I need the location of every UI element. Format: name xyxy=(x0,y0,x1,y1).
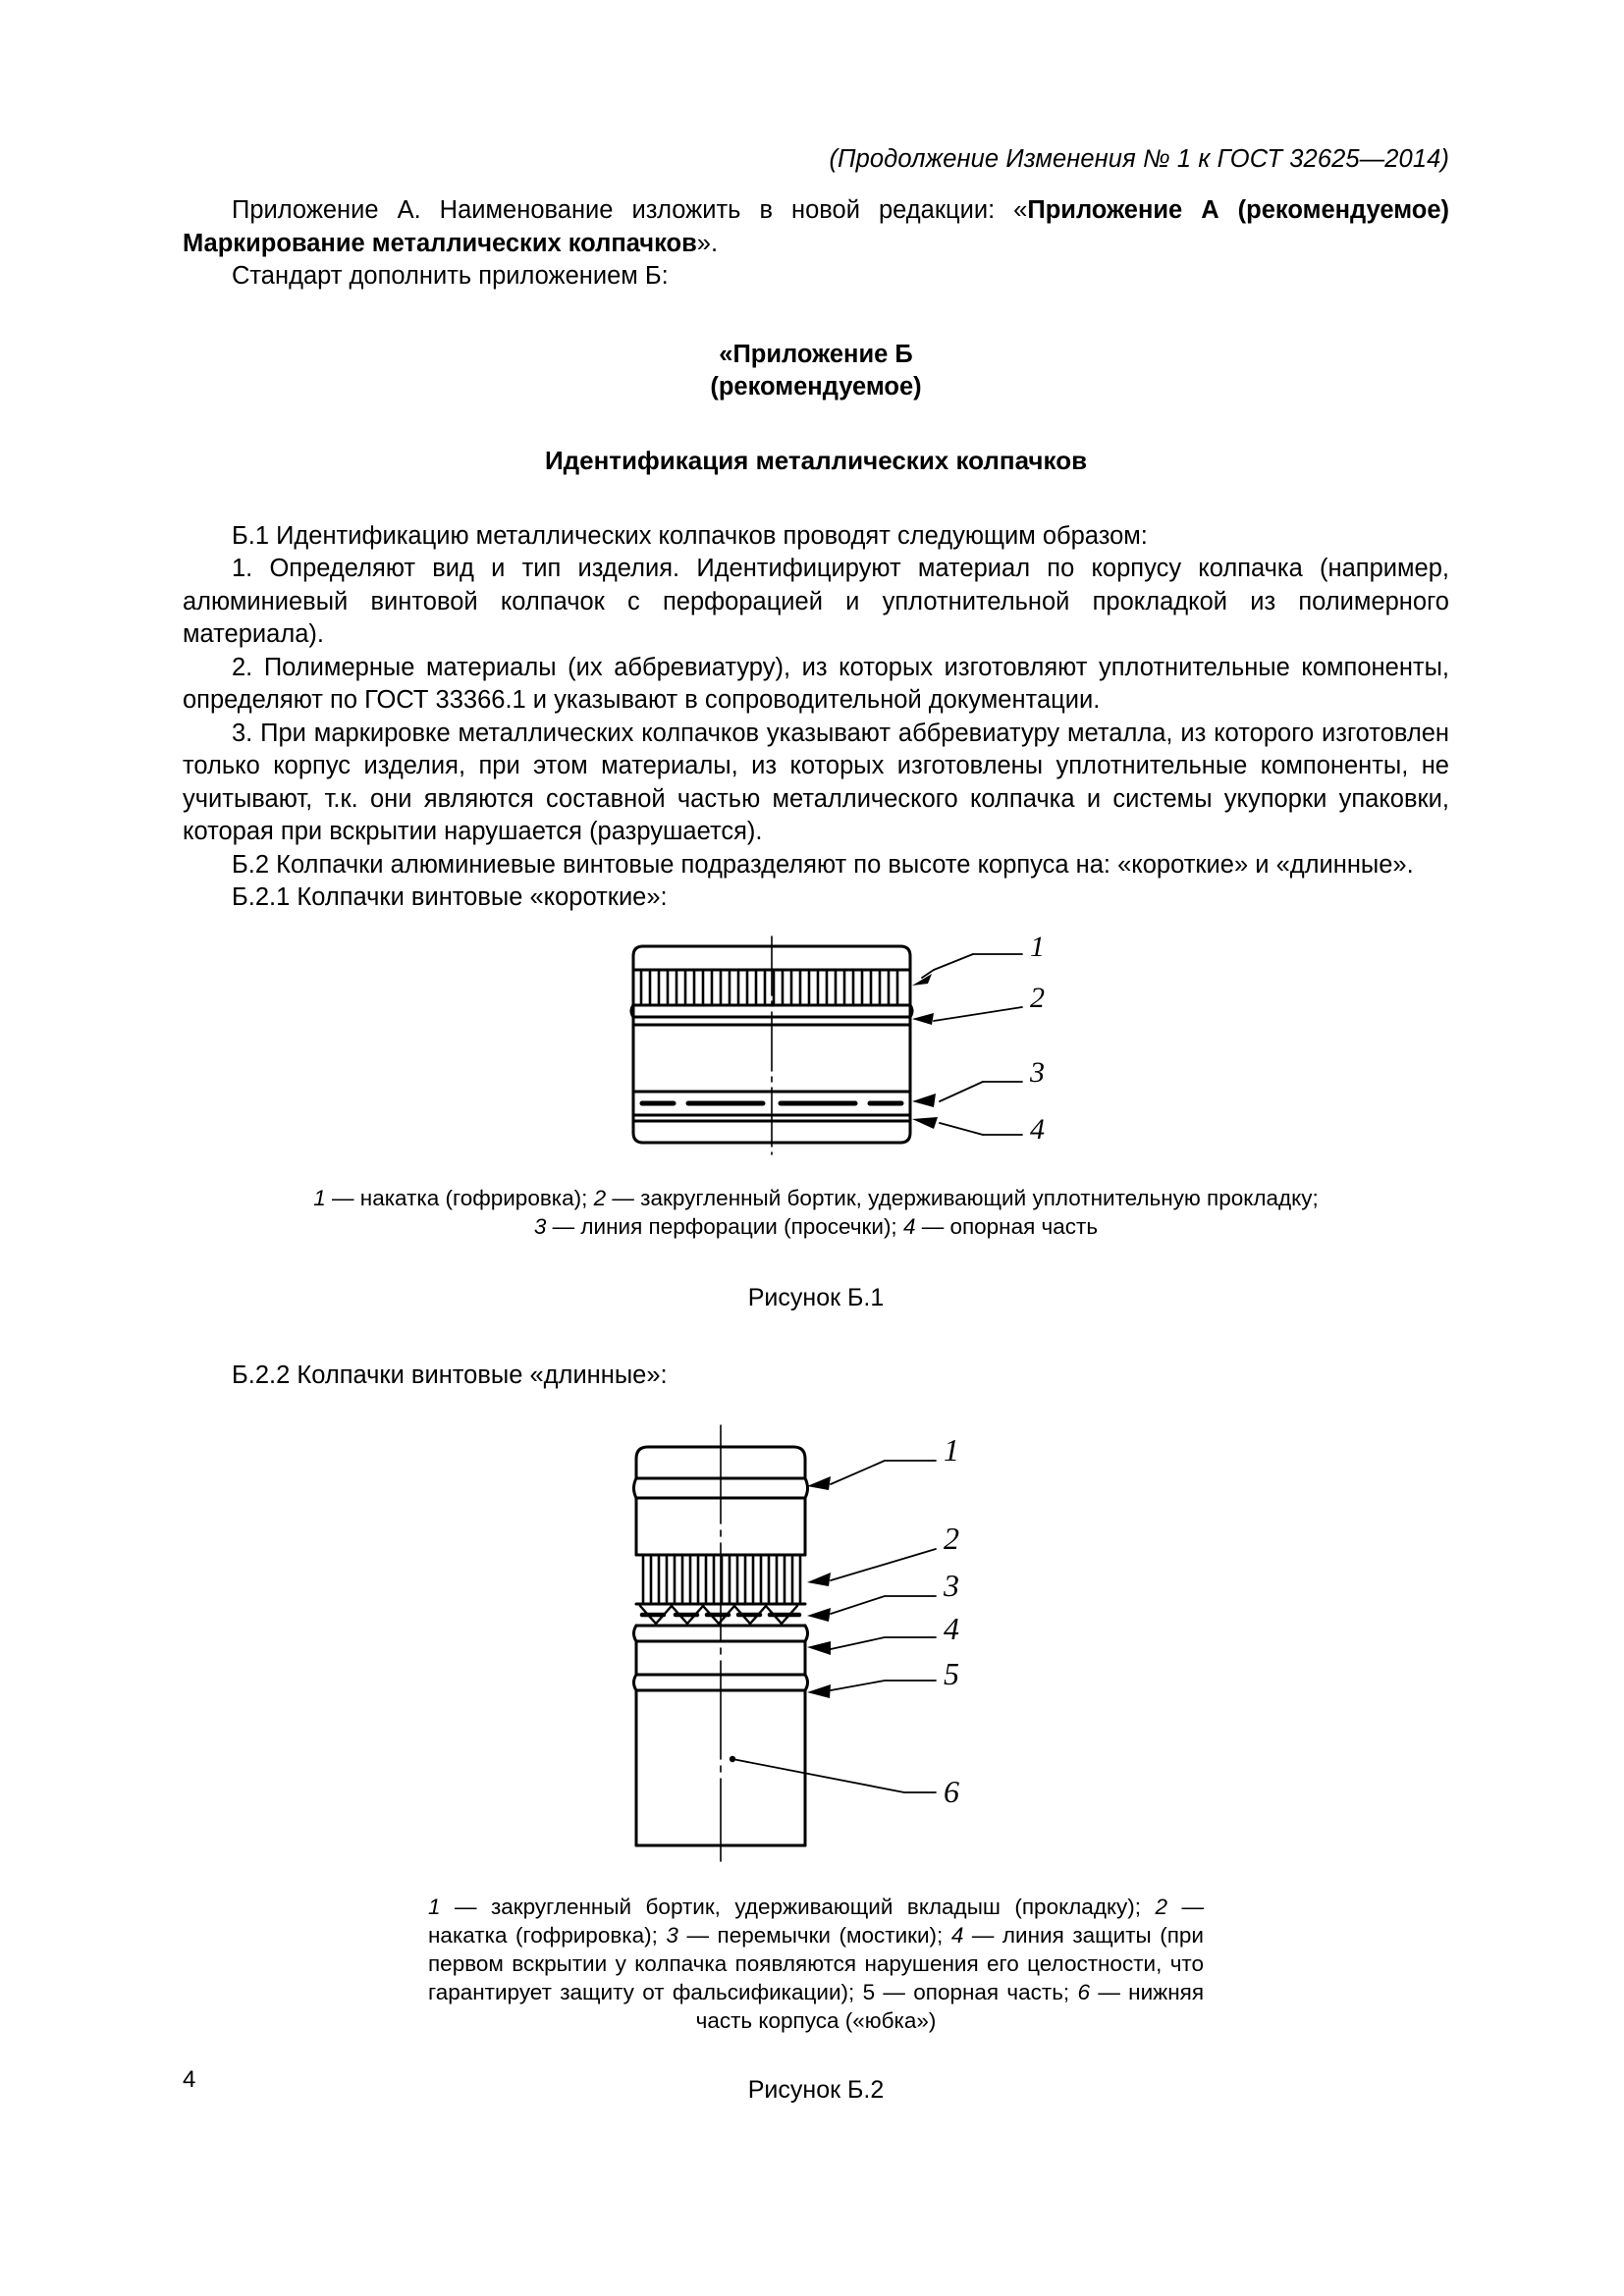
figure-b2-support-left xyxy=(634,1675,637,1690)
figure-b1 xyxy=(183,933,1449,1158)
annex-b-title: Идентификация металлических колпачков xyxy=(544,445,1088,475)
page-number: 4 xyxy=(183,2066,196,2093)
figure-b1-legend-text-2b: — опорная часть xyxy=(915,1213,1099,1239)
figure-b1-legend-num-4: 4 xyxy=(902,1213,916,1239)
paragraph-annex-a-rename-bold: Приложение А (рекомендуемое) Маркирование металлических колпачков xyxy=(183,196,1449,257)
figure-b1-legend-num-3: 3 xyxy=(533,1213,547,1239)
figure-b2-drawing xyxy=(512,1417,1120,1869)
paragraph-add-annex-b: Стандарт дополнить приложением Б: xyxy=(232,262,669,290)
paragraph-annex-a-rename xyxy=(183,194,1449,260)
figure-b2-arrowhead-4 xyxy=(807,1641,831,1655)
paragraph-b2: Б.2 Колпачки алюминиевые винтовые подразделяют по высоте корпуса на: «короткие» и «длинные». xyxy=(232,850,1414,879)
figure-b2-leader-1 xyxy=(831,1461,936,1484)
figure-b2-bead-left xyxy=(634,1478,637,1498)
figure-b1-leader-3 xyxy=(940,1082,983,1101)
figure-b1-arrowhead-1 xyxy=(912,974,932,986)
figure-b1-legend-line-1 xyxy=(183,1184,1449,1212)
figure-b2-callout-6: 6 xyxy=(944,1774,959,1809)
paragraph-b1: Б.1 Идентификацию металлических колпачков проводят следующим образом: xyxy=(232,521,1148,550)
figure-b2-leader-3 xyxy=(831,1596,936,1614)
figure-b2-legend-text-c: — перемычки (мостики); xyxy=(677,1923,951,1948)
figure-b1-leader-4 xyxy=(940,1123,983,1135)
figure-b1-leaders xyxy=(912,954,1022,1135)
figure-b1-arrowhead-4 xyxy=(912,1117,938,1129)
figure-b2-leader-6 xyxy=(732,1759,936,1792)
figure-b1-callout-3: 3 xyxy=(1030,1055,1045,1089)
figure-b1-legend-text-1b: — закругленный бортик, удерживающий уплотнительную прокладку; xyxy=(606,1185,1319,1210)
figure-b2-legend-num-1: 1 xyxy=(428,1895,441,1919)
figure-b1-callout-4: 4 xyxy=(1030,1112,1045,1146)
figure-b2-label: Рисунок Б.2 xyxy=(747,2076,885,2104)
paragraph-annex-a-rename-text-a: Приложение А. Наименование изложить в новой редакции: « xyxy=(232,196,1028,224)
figure-b1-legend-text-1a: — накатка (гофрировка); xyxy=(325,1185,594,1210)
figure-b2-callout-1: 1 xyxy=(944,1432,959,1468)
figure-b2-support-right xyxy=(805,1675,808,1690)
paragraph-item-3: 3. При маркировке металлических колпачков указывают аббревиатуру металла, из которого изготовлен только корпус изделия, при этом материалы, из которых изготовлены уплотнительные компоненты, не учитывают, т.к. они являются составной частью металлического колпачка и системы укупорки упаковки, которая при вскрытии нарушается (разрушается). xyxy=(183,719,1449,845)
figure-b2-callout-numbers xyxy=(943,1432,959,1809)
figure-b1-leader-1 xyxy=(934,954,973,970)
figure-b1-callout-1: 1 xyxy=(1030,932,1045,963)
figure-b1-legend-line-2 xyxy=(183,1212,1449,1241)
figure-b1-arrowhead-2 xyxy=(912,1013,934,1025)
figure-b2-arrowhead-1 xyxy=(807,1476,831,1490)
figure-b2-knurl-ribs xyxy=(643,1557,800,1602)
figure-b1-arrowhead-3 xyxy=(912,1094,936,1107)
figure-b1-drawing xyxy=(512,933,1120,1158)
figure-b2-legend-num-3: 3 xyxy=(666,1923,678,1948)
figure-b2-legend-num-6: 6 xyxy=(1077,1980,1091,2004)
figure-b1-callout-numbers xyxy=(1029,933,1045,1146)
document-body xyxy=(183,194,1449,2105)
paragraph-annex-a-rename-text-b: ». xyxy=(696,229,719,257)
figure-b2-bead-right xyxy=(805,1478,808,1498)
figure-b2-callout-3: 3 xyxy=(944,1568,959,1603)
figure-b2-arrowhead-2 xyxy=(807,1573,831,1586)
annex-b-heading-line-2: (рекомендуемое) xyxy=(710,372,922,400)
annex-b-heading xyxy=(183,339,1449,403)
figure-b1-legend-text-2a: — линия перфорации (просечки); xyxy=(546,1213,903,1239)
figure-b2-leader-2 xyxy=(831,1549,936,1580)
figure-b2-legend-num-4: 4 xyxy=(950,1923,964,1948)
figure-b2-leader-6-dot xyxy=(730,1756,735,1762)
figure-b2-protect-right xyxy=(805,1626,808,1641)
paragraph-item-1: 1. Определяют вид и тип изделия. Идентифицируют материал по корпусу колпачка (например, алюминиевый винтовой колпачок с перфорацией и уплотнительной прокладкой из полимерного материала). xyxy=(183,555,1449,648)
figure-b2-arrowhead-3 xyxy=(807,1608,831,1622)
figure-b1-legend xyxy=(183,1184,1449,1241)
figure-b2-leader-5 xyxy=(831,1681,936,1690)
figure-b2-callout-5: 5 xyxy=(944,1656,959,1691)
annex-b-heading-line-1: «Приложение Б xyxy=(719,340,913,368)
figure-b2-protect-left xyxy=(634,1626,637,1641)
figure-b2-leader-4 xyxy=(831,1637,936,1649)
figure-b2-legend-text-a: — закругленный бортик, удерживающий вкладыш (прокладку); xyxy=(440,1895,1156,1919)
paragraph-item-2: 2. Полимерные материалы (их аббревиатуру), из которых изготовляют уплотнительные компоненты, определяют по ГОСТ 33366.1 и указывают в сопроводительной документации. xyxy=(183,653,1449,714)
figure-b2 xyxy=(183,1417,1449,1869)
figure-b1-callout-2: 2 xyxy=(1030,981,1045,1014)
running-header: (Продолжение Изменения № 1 к ГОСТ 32625—2014) xyxy=(829,145,1449,173)
figure-b1-legend-num-2: 2 xyxy=(593,1185,607,1210)
figure-b1-legend-num-1: 1 xyxy=(313,1185,326,1210)
figure-b2-legend-text-b: — накатка (гофрировка); xyxy=(428,1895,1204,1948)
figure-b2-legend-text-e: — нижняя часть корпуса («юбка») xyxy=(695,1980,1205,2033)
figure-b2-legend-text-d: — линия защиты (при первом вскрытии у колпачка появляются нарушения его целостности, что гарантирует защиту от фальсификации); 5 — опорная часть; xyxy=(428,1923,1204,2004)
figure-b2-callout-2: 2 xyxy=(944,1521,959,1556)
figure-b2-legend xyxy=(428,1893,1204,2035)
paragraph-b2-2: Б.2.2 Колпачки винтовые «длинные»: xyxy=(232,1361,668,1389)
figure-b2-legend-num-2: 2 xyxy=(1155,1895,1168,1919)
figure-b1-label: Рисунок Б.1 xyxy=(747,1283,885,1311)
figure-b1-leader-2 xyxy=(934,1007,1022,1021)
paragraph-b2-1: Б.2.1 Колпачки винтовые «короткие»: xyxy=(232,883,668,911)
figure-b2-callout-4: 4 xyxy=(944,1611,959,1646)
figure-b2-arrowhead-5 xyxy=(807,1684,831,1698)
figure-b1-knurl-ribs xyxy=(641,972,897,1003)
